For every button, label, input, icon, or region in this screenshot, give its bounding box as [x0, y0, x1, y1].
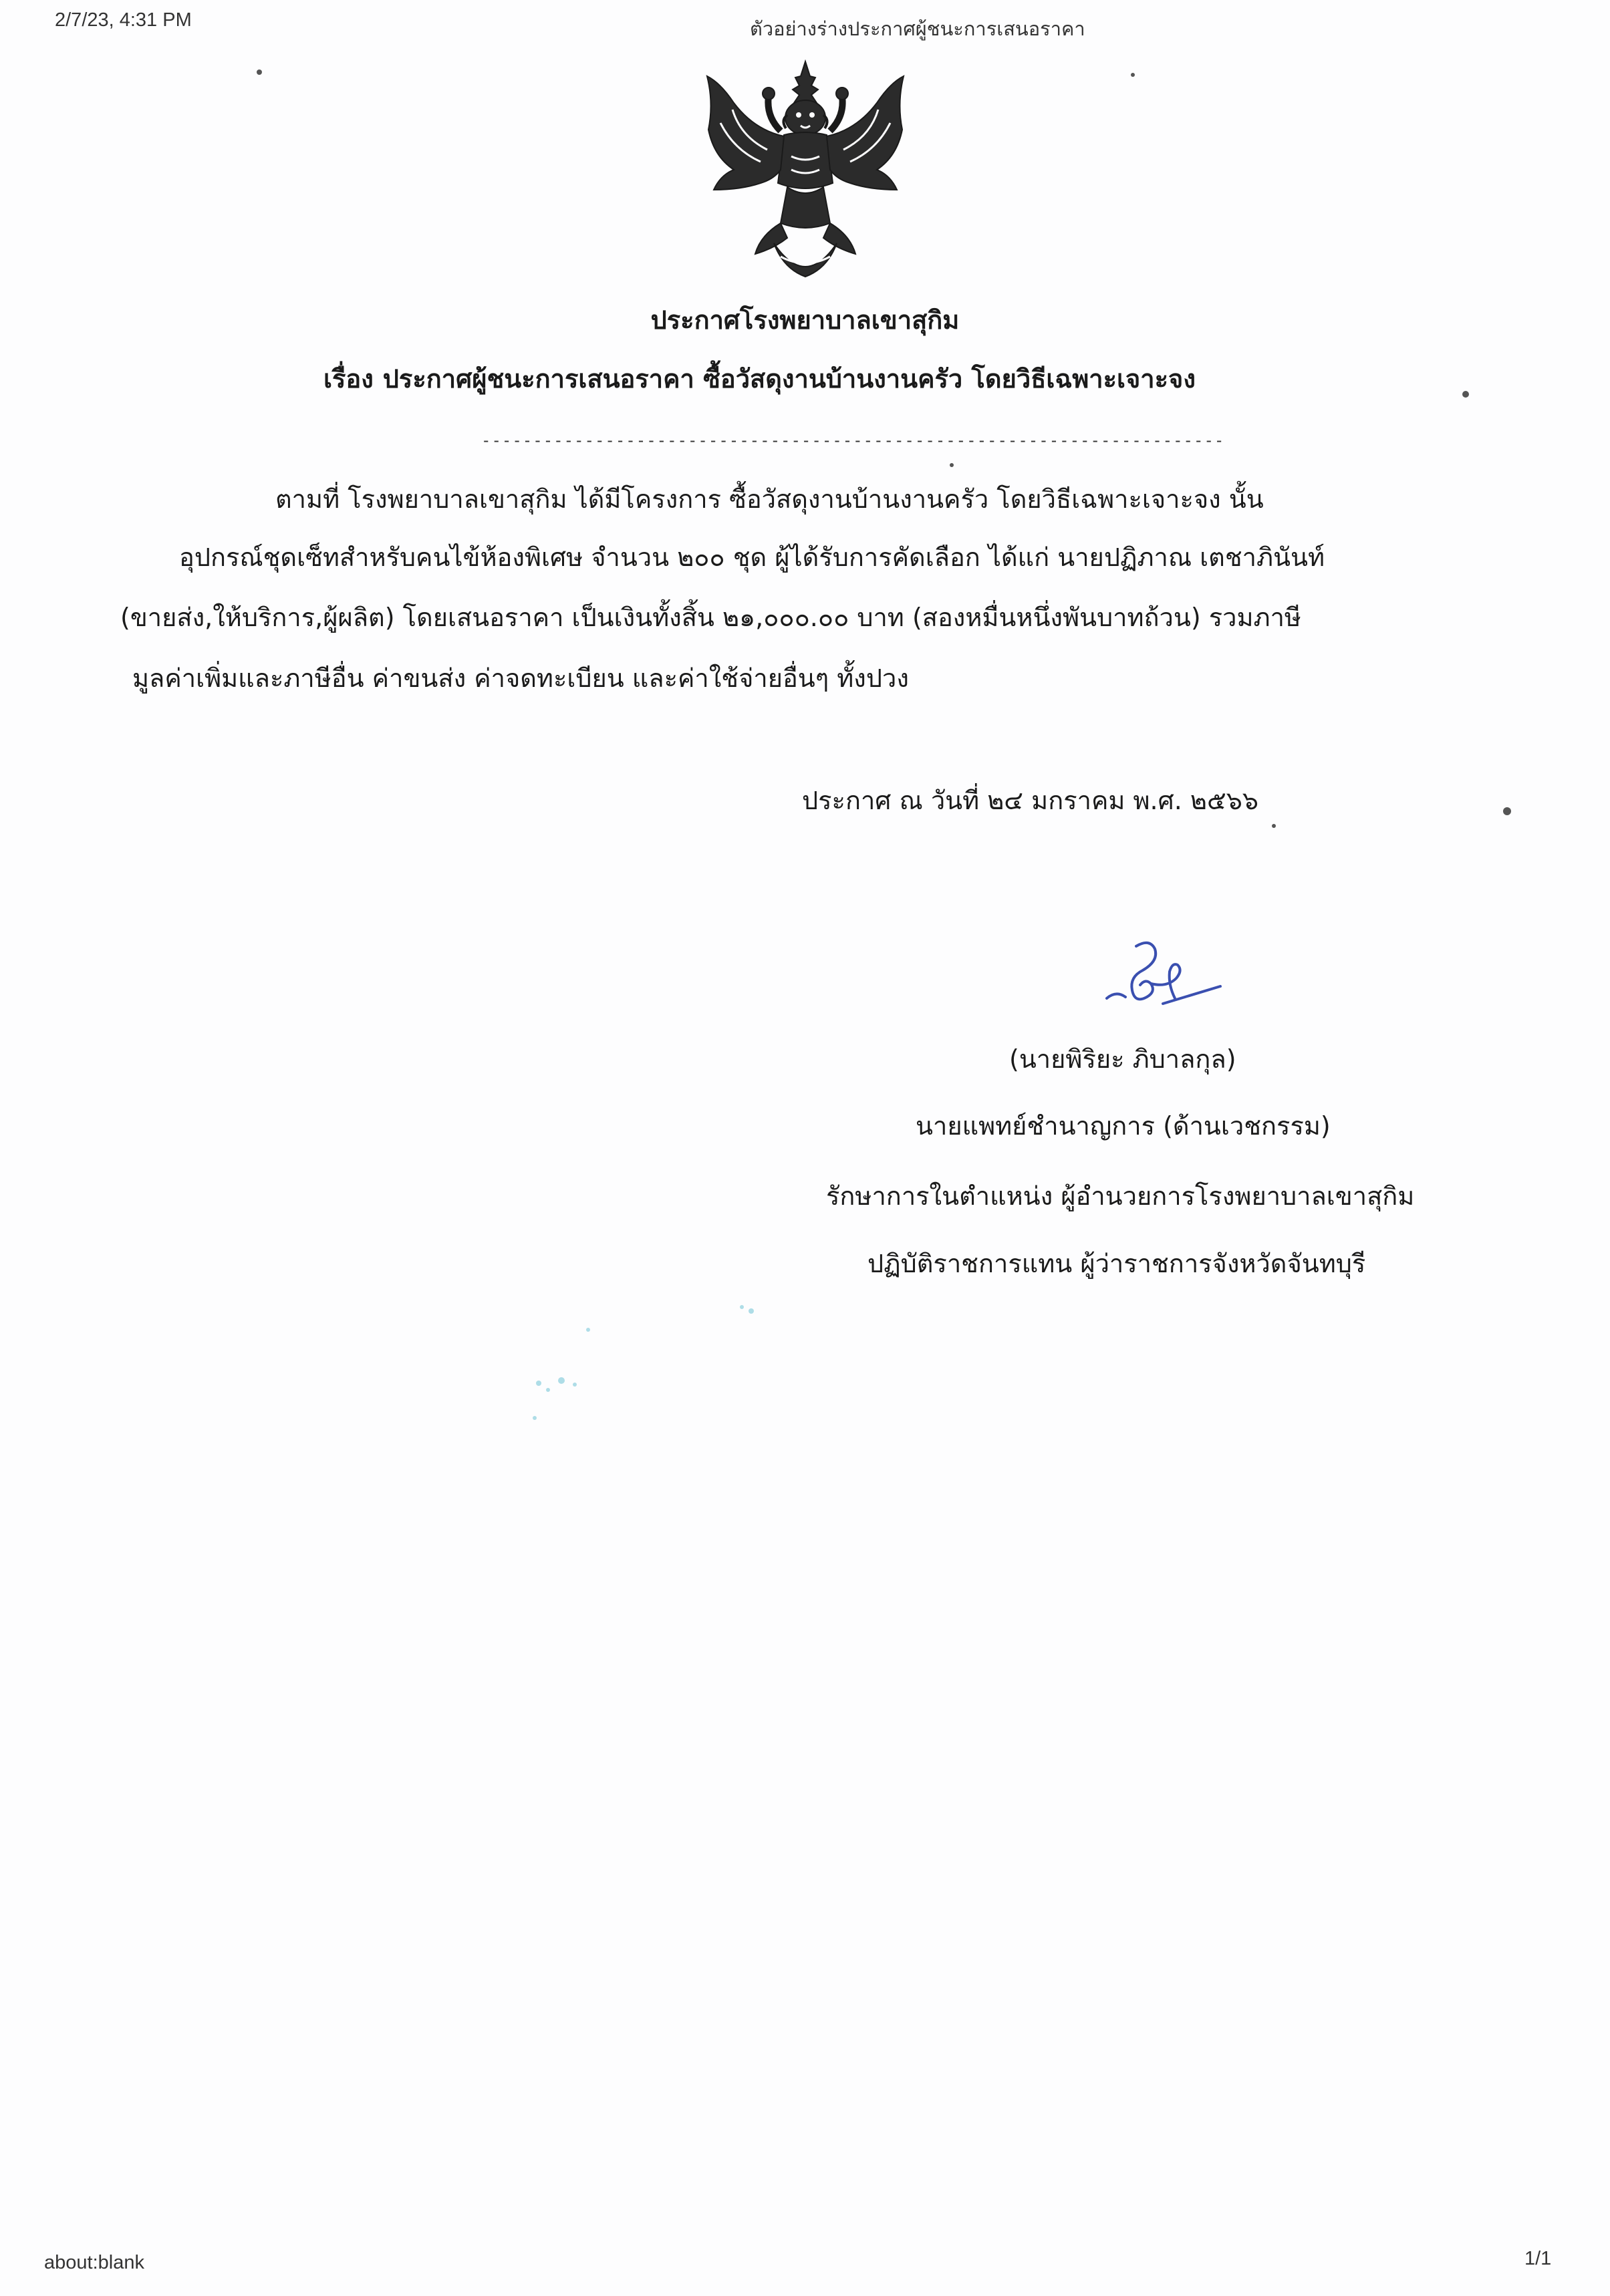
document-subject — [323, 366, 1196, 392]
print-datetime: 2/7/23, 4:31 PM — [55, 9, 192, 31]
signer-deputy-title: ปฏิบัติราชการแทน ผู้ว่าราชการจังหวัดจันทบุรี — [867, 1249, 1366, 1278]
handwritten-signature-icon — [1103, 934, 1224, 1021]
print-url: about:blank — [44, 2252, 144, 2273]
document-title: ประกาศโรงพยาบาลเขาสุกิม — [650, 305, 960, 335]
print-page-number: 1/1 — [1524, 2248, 1552, 2269]
subject-label: เรื่อง — [323, 364, 374, 394]
paragraph-line: อุปกรณ์ชุดเซ็ทสำหรับคนไข้ห้องพิเศษ จำนวน ๒๐๐ ชุด ผู้ได้รับการคัดเลือก ได้แก่ นายปฏิภาณ เตชาภินันท์ — [179, 543, 1325, 572]
signer-acting-title: รักษาการในตำแหน่ง ผู้อำนวยการโรงพยาบาลเขาสุกิม — [826, 1181, 1415, 1211]
subject-text: ประกาศผู้ชนะการเสนอราคา ซื้อวัสดุงานบ้านงานครัว โดยวิธีเฉพาะเจาะจง — [382, 364, 1196, 394]
paragraph-line: ตามที่ โรงพยาบาลเขาสุกิม ได้มีโครงการ ซื้อวัสดุงานบ้านงานครัว โดยวิธีเฉพาะเจาะจง นั้น — [275, 484, 1264, 514]
announcement-date: ประกาศ ณ วันที่ ๒๔ มกราคม พ.ศ. ๒๕๖๖ — [802, 786, 1258, 815]
paragraph-line: มูลค่าเพิ่มและภาษีอื่น ค่าขนส่ง ค่าจดทะเบียน และค่าใช้จ่ายอื่นๆ ทั้งปวง — [132, 664, 909, 693]
print-page-title: ตัวอย่างร่างประกาศผู้ชนะการเสนอราคา — [750, 19, 1085, 40]
signer-name: (นายพิริยะ ภิบาลกุล) — [1009, 1044, 1236, 1074]
signer-position: นายแพทย์ชำนาญการ (ด้านเวชกรรม) — [916, 1111, 1331, 1141]
separator-line: ------------------------------------------------------------------------ — [481, 431, 1225, 450]
paragraph-line: (ขายส่ง,ให้บริการ,ผู้ผลิต) โดยเสนอราคา เป็นเงินทั้งสิ้น ๒๑,๐๐๐.๐๐ บาท (สองหมื่นหนึ่งพันบาทถ้วน) รวมภาษี — [120, 603, 1301, 632]
garuda-emblem-icon — [694, 56, 917, 290]
